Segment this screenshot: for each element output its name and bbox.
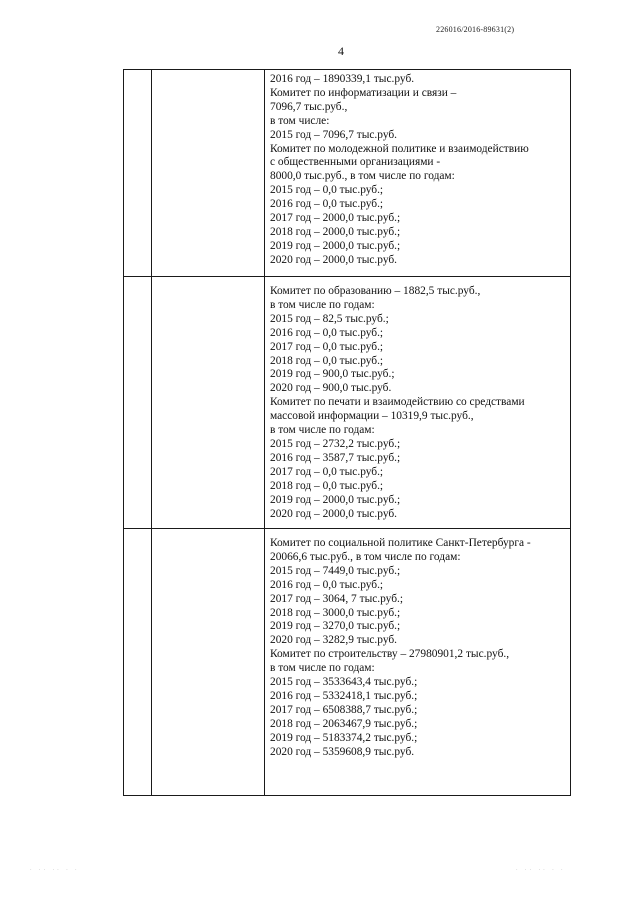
funding-line: массовой информации – 10319,9 тыс.руб., (270, 410, 474, 423)
funding-table (123, 69, 571, 796)
funding-line: 2020 год – 2000,0 тыс.руб. (270, 507, 398, 520)
funding-line: Комитет по социальной политике Санкт-Петербурга - (270, 537, 531, 549)
funding-line: 2019 год – 900,0 тыс.руб.; (270, 368, 395, 381)
document-registration-number: 226016/2016-89631(2) (436, 25, 515, 34)
funding-line: 2017 год – 6508388,7 тыс.руб.; (270, 703, 418, 716)
funding-line: 2015 год – 2732,2 тыс.руб.; (270, 437, 401, 450)
funding-line: 2020 год – 2000,0 тыс.руб. (270, 253, 398, 266)
funding-line: в том числе по годам: (270, 298, 375, 311)
funding-line: 2015 год – 82,5 тыс.руб.; (270, 312, 389, 325)
row-number-cell (124, 70, 152, 277)
funding-line: 2016 год – 0,0 тыс.руб.; (270, 198, 384, 211)
funding-line: 2020 год – 3282,9 тыс.руб. (270, 634, 398, 647)
funding-line: 2016 год – 1890339,1 тыс.руб. (270, 73, 415, 85)
funding-line: 2017 год – 0,0 тыс.руб.; (270, 340, 384, 353)
funding-line: 2015 год – 7449,0 тыс.руб.; (270, 564, 401, 577)
funding-line: 2015 год – 3533643,4 тыс.руб.; (270, 676, 418, 689)
funding-line: в том числе: (270, 114, 330, 127)
funding-line: 2017 год – 0,0 тыс.руб.; (270, 465, 384, 478)
funding-line: Комитет по печати и взаимодействию со средствами (270, 396, 525, 409)
funding-line: 20066,6 тыс.руб., в том числе по годам: (270, 550, 461, 563)
funding-details-cell (265, 70, 571, 277)
funding-line: 2016 год – 3587,7 тыс.руб.; (270, 451, 401, 464)
funding-line: 2017 год – 2000,0 тыс.руб.; (270, 212, 401, 225)
row-label-cell (152, 529, 265, 796)
page-number: 4 (338, 44, 344, 58)
funding-line: Комитет по информатизации и связи – (270, 86, 457, 99)
funding-line: 2019 год – 5183374,2 тыс.руб.; (270, 731, 418, 744)
funding-line: Комитет по образованию – 1882,5 тыс.руб., (270, 285, 481, 297)
funding-line: 2020 год – 900,0 тыс.руб. (270, 382, 392, 395)
funding-line: 2016 год – 0,0 тыс.руб.; (270, 326, 384, 339)
funding-line: 2019 год – 2000,0 тыс.руб.; (270, 493, 401, 506)
funding-line: 8000,0 тыс.руб., в том числе по годам: (270, 170, 455, 183)
funding-table-body (124, 70, 571, 796)
row-label-cell (152, 277, 265, 529)
scan-artifact-right: · ·· ·· · · (516, 868, 566, 873)
funding-line: в том числе по годам: (270, 424, 375, 437)
funding-details-text (265, 529, 570, 760)
funding-line: Комитет по молодежной политике и взаимодействию (270, 142, 529, 155)
funding-line: 2015 год – 7096,7 тыс.руб. (270, 128, 398, 141)
funding-line: 2018 год – 2000,0 тыс.руб.; (270, 225, 401, 238)
funding-line: в том числе по годам: (270, 662, 375, 675)
funding-details-cell (265, 277, 571, 529)
funding-details-text (265, 70, 570, 268)
row-number-cell (124, 529, 152, 796)
funding-line: 7096,7 тыс.руб., (270, 100, 348, 113)
funding-line: Комитет по строительству – 27980901,2 тыс.руб., (270, 648, 510, 661)
scan-artifact-left: · ·· ·· · · (30, 868, 80, 873)
table-row (124, 277, 571, 529)
row-label-cell (152, 70, 265, 277)
table-row (124, 529, 571, 796)
funding-line: 2016 год – 0,0 тыс.руб.; (270, 578, 384, 591)
funding-line: 2018 год – 2063467,9 тыс.руб.; (270, 717, 418, 730)
funding-line: 2017 год – 3064, 7 тыс.руб.; (270, 592, 404, 605)
table-row (124, 70, 571, 277)
funding-line: 2015 год – 0,0 тыс.руб.; (270, 184, 384, 197)
funding-line: 2019 год – 2000,0 тыс.руб.; (270, 239, 401, 252)
funding-line: 2016 год – 5332418,1 тыс.руб.; (270, 689, 418, 702)
funding-line: с общественными организациями - (270, 156, 441, 169)
funding-line: 2018 год – 3000,0 тыс.руб.; (270, 606, 401, 619)
row-number-cell (124, 277, 152, 529)
funding-details-text (265, 277, 570, 521)
funding-line: 2020 год – 5359608,9 тыс.руб. (270, 745, 415, 758)
funding-line: 2018 год – 0,0 тыс.руб.; (270, 479, 384, 492)
funding-line: 2019 год – 3270,0 тыс.руб.; (270, 620, 401, 633)
funding-line: 2018 год – 0,0 тыс.руб.; (270, 354, 384, 367)
funding-details-cell (265, 529, 571, 796)
